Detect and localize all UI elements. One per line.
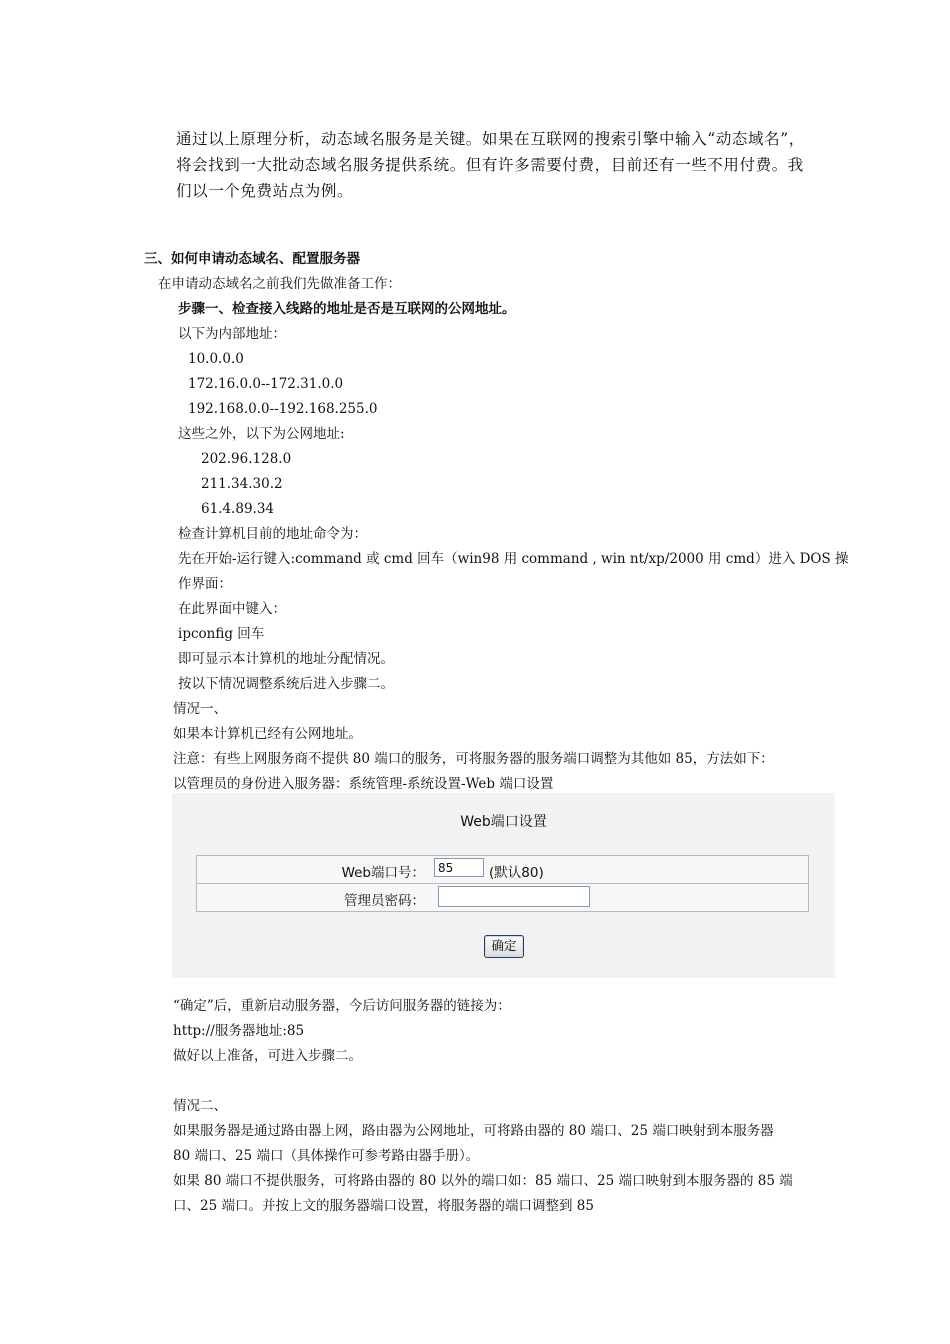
enter-here-text: 在此界面中键入： [178,601,286,617]
start-run-text-cont: 作界面： [178,576,232,592]
intro-line: 将会找到一大批动态域名服务提供系统。但有许多需要付费，目前还有一些不用付费。我 [176,156,804,174]
confirm-button[interactable]: 确定 [484,935,524,958]
public-address: 211.34.30.2 [201,476,283,492]
ready-text: 做好以上准备，可进入步骤二。 [173,1048,362,1064]
adjust-text: 按以下情况调整系统后进入步骤二。 [178,676,394,692]
intro-line: 们以一个免费站点为例。 [176,182,354,200]
password-label: 管理员密码： [344,893,425,909]
intro-paragraph [176,126,816,204]
start-run-text: 先在开始-运行键入:command 或 cmd 回车（win98 用 command , win nt/xp/2000 用 cmd）进入 DOS 操 [178,551,849,567]
port-label: Web端口号： [341,865,425,881]
password-row [197,884,808,911]
panel-title: Web端口设置 [460,814,547,830]
private-address: 192.168.0.0--192.168.255.0 [188,401,378,417]
public-address: 202.96.128.0 [201,451,292,467]
after-ok-text: “确定”后，重新启动服务器，今后访问服务器的链接为： [173,998,511,1014]
case2-heading: 情况二、 [173,1098,227,1114]
check-command-text: 检查计算机目前的地址命令为： [178,526,367,542]
port-row [197,856,808,884]
server-url: http://服务器地址:85 [173,1023,305,1039]
case2-para1: 如果服务器是通过路由器上网，路由器为公网地址，可将路由器的 80 端口、25 端口映射到本服务器 [173,1123,774,1139]
step1-heading: 步骤一、检查接入线路的地址是否是互联网的公网地址。 [178,301,516,317]
public-address: 61.4.89.34 [201,501,274,517]
note-text: 注意：有些上网服务商不提供 80 端口的服务，可将服务器的服务端口调整为其他如 85，方法如下： [173,751,774,767]
case2-para2-cont: 口、25 端口。并按上文的服务器端口设置，将服务器的端口调整到 85 [173,1198,594,1214]
private-address: 172.16.0.0--172.31.0.0 [188,376,344,392]
private-address: 10.0.0.0 [188,351,244,367]
settings-form [196,855,809,912]
prep-text: 在申请动态域名之前我们先做准备工作： [158,276,401,292]
case1-heading: 情况一、 [173,701,227,717]
public-label: 这些之外，以下为公网地址: [178,426,345,442]
intro-line: 通过以上原理分析，动态域名服务是关键。如果在互联网的搜索引擎中输入“动态域名”， [176,130,805,148]
admin-path-text: 以管理员的身份进入服务器：系统管理-系统设置-Web 端口设置 [173,776,554,792]
ipconfig-text: ipconfig 回车 [178,626,265,642]
case2-para2: 如果 80 端口不提供服务，可将路由器的 80 以外的端口如：85 端口、25 端口映射到本服务器的 85 端 [173,1173,793,1189]
case2-para1-cont: 80 端口、25 端口（具体操作可参考路由器手册）。 [173,1148,480,1164]
section-title: 三、如何申请动态域名、配置服务器 [144,251,360,267]
private-label: 以下为内部地址： [178,326,286,342]
port-default-hint: (默认80) [489,865,544,881]
password-input[interactable] [438,886,590,907]
show-alloc-text: 即可显示本计算机的地址分配情况。 [178,651,394,667]
port-input[interactable]: 85 [434,858,484,877]
case1-desc: 如果本计算机已经有公网地址。 [173,726,362,742]
web-port-settings-panel [172,793,835,978]
